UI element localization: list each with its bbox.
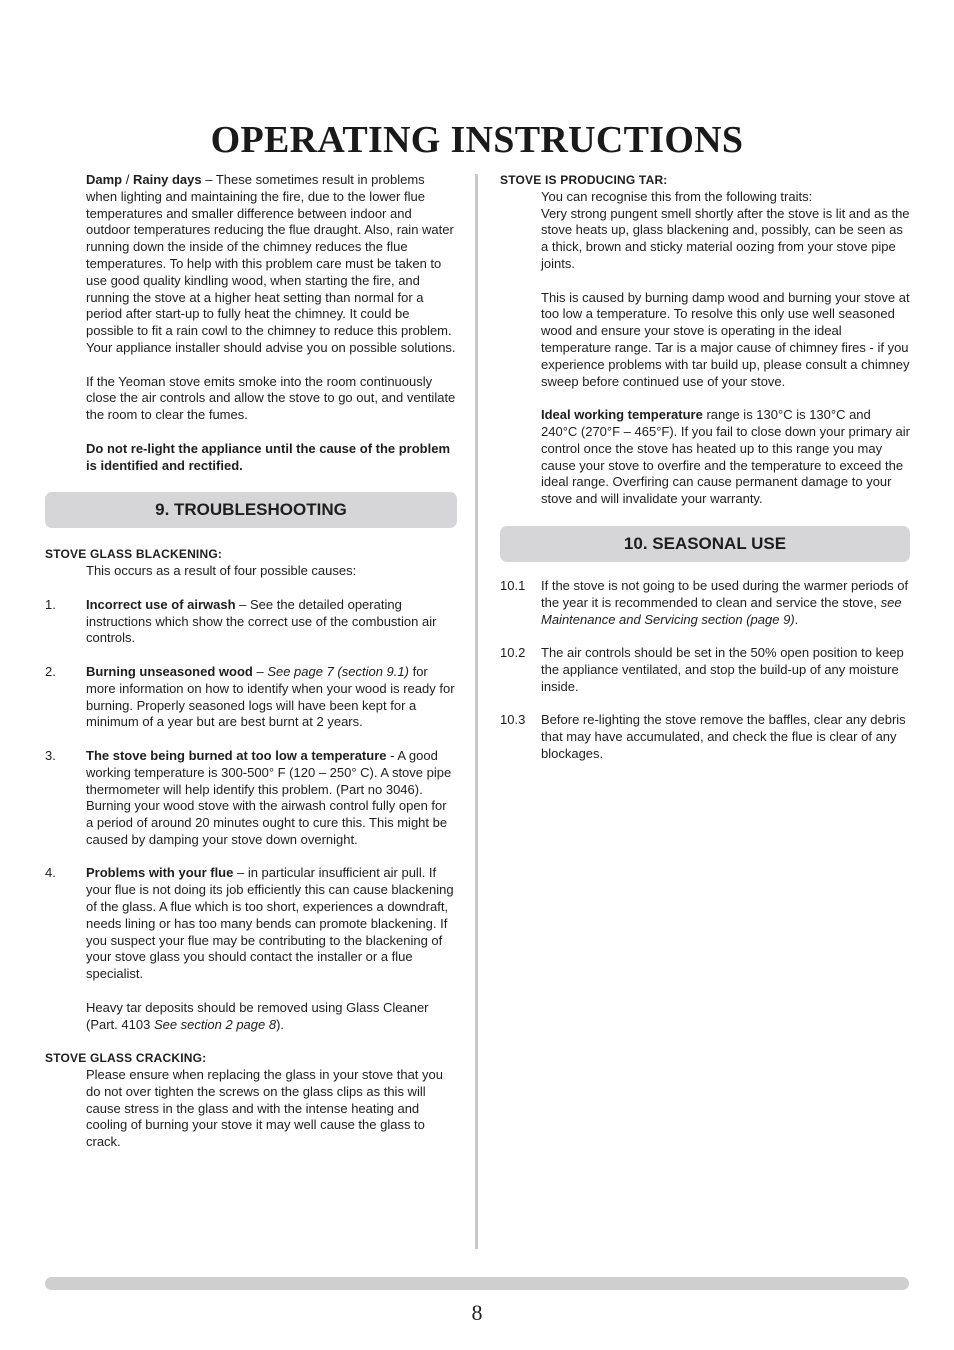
list-item-text: - A good working temperature is 300-500° F (120 – 250° C). A stove pipe thermometer will help identify this problem. (Part no 3046). Burning your wood stove with the airwash control fully open for a period of around 20 minutes ought to cure this. This might be caused by damping your stove down overnight. (86, 747, 452, 847)
list-item (500, 645, 910, 695)
list-item-title: Incorrect use of airwash (86, 596, 236, 612)
glass-cracking-heading: STOVE GLASS CRACKING: (45, 1051, 207, 1066)
list-item-body (86, 664, 457, 731)
smoke-paragraph: If the Yeoman stove emits smoke into the room continuously close the air controls and allow the stove to go out, and ventilate the room to clear the fumes. (86, 373, 456, 423)
tar-note-text: Heavy tar deposits should be removed using Glass Cleaner (Part. 4103 (86, 999, 429, 1032)
producing-tar-traits: Very strong pungent smell shortly after the stove is lit and as the stove heats up, glass blackening and, possibly, can be seen as a thick, brown and sticky material oozing from your stove pipe joints. (541, 205, 910, 271)
list-item-title: Problems with your flue (86, 865, 234, 881)
list-item-number: 4. (45, 865, 56, 881)
tar-note-reference: See section 2 page 8 (153, 1016, 277, 1032)
column-divider (475, 174, 478, 1249)
list-item-text: for more information on how to identify when your wood is ready for burning. Properly seasoned logs will have been kept for a minimum of a year but are best burnt at 2 years. (86, 663, 455, 730)
list-item (45, 748, 457, 849)
glass-blackening-intro: This occurs as a result of four possible causes: (86, 563, 357, 579)
list-item (45, 664, 457, 731)
tar-note-end: ). (276, 1016, 285, 1032)
list-item-title: The stove being burned at too low a temperature (86, 747, 387, 763)
list-item-text: – See the detailed operating instructions which show the correct use of the combustion air controls. (86, 596, 437, 646)
list-item-text: If the stove is not going to be used during the warmer periods of the year it is recommended to clean and service the stove, (541, 577, 909, 610)
list-item (500, 578, 910, 628)
list-item-number: 1. (45, 596, 56, 612)
ideal-temperature-paragraph (500, 407, 910, 508)
list-item-number: 10.3 (500, 712, 526, 728)
damp-text: – These sometimes result in problems when lighting and maintaining the fire, due to the lower flue temperatures and smaller difference between indoor and outdoor temperatures reducing the flue draught. Also, rain water running down the inside of the chimney reduces the flue temperatures. To help with this problem care must be taken to use good quality kindling wood, when starting the fire, and running the stove at a higher heat setting than normal for a period after start-up to fully heat the chimney. It could be possible to fit a rain cowl to the chimney to reduce this problem. Your appliance installer should advise you on possible solutions. (86, 172, 456, 355)
list-item-text: The air controls should be set in the 50% open position to keep the appliance ventilated, and stop the build-up of any moisture inside. (541, 645, 904, 694)
damp-paragraph (45, 172, 457, 357)
page-number: 8 (471, 1300, 483, 1325)
list-item-reference: See page 7 (section 9.1) (267, 663, 409, 679)
list-item-body (86, 748, 457, 849)
list-item-dash: – (252, 663, 268, 679)
page-title: OPERATING INSTRUCTIONS (210, 119, 744, 162)
rainy-days-label: Rainy days (132, 172, 202, 187)
list-item-body (541, 578, 910, 628)
left-column (45, 172, 457, 1151)
right-column (500, 172, 910, 763)
list-item-reference: see Maintenance and Servicing section (page 9) (541, 594, 902, 627)
ideal-temperature-text: range is 130°C is 130°C and 240°C (270°F – 465°F). If you fail to close down your primary air control once the stove has heated up to this range you may cause your stove to overfire and the temperature to exceed the ideal range. Overfiring can cause permanent damage to your stove and will invalidate your warranty. (541, 407, 910, 507)
list-item-title: Burning unseasoned wood (86, 663, 253, 679)
damp-label: Damp (86, 172, 123, 187)
footer-bar (45, 1277, 909, 1290)
list-item-text: Before re-lighting the stove remove the baffles, clear any debris that may have accumulated, and check the flue is clear of any blockages. (541, 712, 906, 761)
list-item-number: 10.1 (500, 577, 526, 593)
producing-tar-heading: STOVE IS PRODUCING TAR: (500, 173, 668, 187)
list-item (45, 597, 457, 647)
damp-separator: / (122, 172, 133, 187)
glass-cracking-text: Please ensure when replacing the glass in your stove that you do not over tighten the screws on the glass clips as this will cause stress in the glass and with the intense heating and cooling of burning your stove it may well cause the glass to crack. (86, 1067, 443, 1150)
seasonal-use-heading: 10. SEASONAL USE (500, 526, 910, 562)
glass-blackening-heading: STOVE GLASS BLACKENING: (45, 547, 223, 562)
warning-paragraph: Do not re-light the appliance until the cause of the problem is identified and rectified. (86, 440, 451, 473)
list-item-number: 3. (45, 747, 56, 763)
troubleshooting-heading: 9. TROUBLESHOOTING (45, 492, 457, 528)
tar-deposits-note (45, 1000, 457, 1034)
list-item-number: 2. (45, 663, 56, 679)
list-item-body (86, 597, 457, 647)
list-item-end: . (794, 611, 799, 627)
producing-tar-cause: This is caused by burning damp wood and burning your stove at too low a temperature. To resolve this only use well seasoned wood and ensure your stove is operating in the ideal temperature range. Tar is a major cause of chimney fires - if you experience problems with tar build up, please consult a chimney sweep before continued use of your stove. (541, 289, 910, 389)
list-item-text: – in particular insufficient air pull. If your flue is not doing its job efficiently this can cause blackening of the glass. A flue which is too short, experiences a downdraft, needs lining or has too many bends can promote blackening. If you suspect your flue may be contributing to the blackening of your stove glass you should contact the installer or a flue specialist. (86, 865, 454, 982)
list-item-body (86, 865, 457, 983)
list-item (500, 712, 910, 762)
ideal-temperature-label: Ideal working temperature (541, 407, 703, 423)
list-item (45, 865, 457, 983)
list-item-number: 10.2 (500, 645, 526, 661)
producing-tar-intro: You can recognise this from the following traits: (541, 188, 813, 204)
